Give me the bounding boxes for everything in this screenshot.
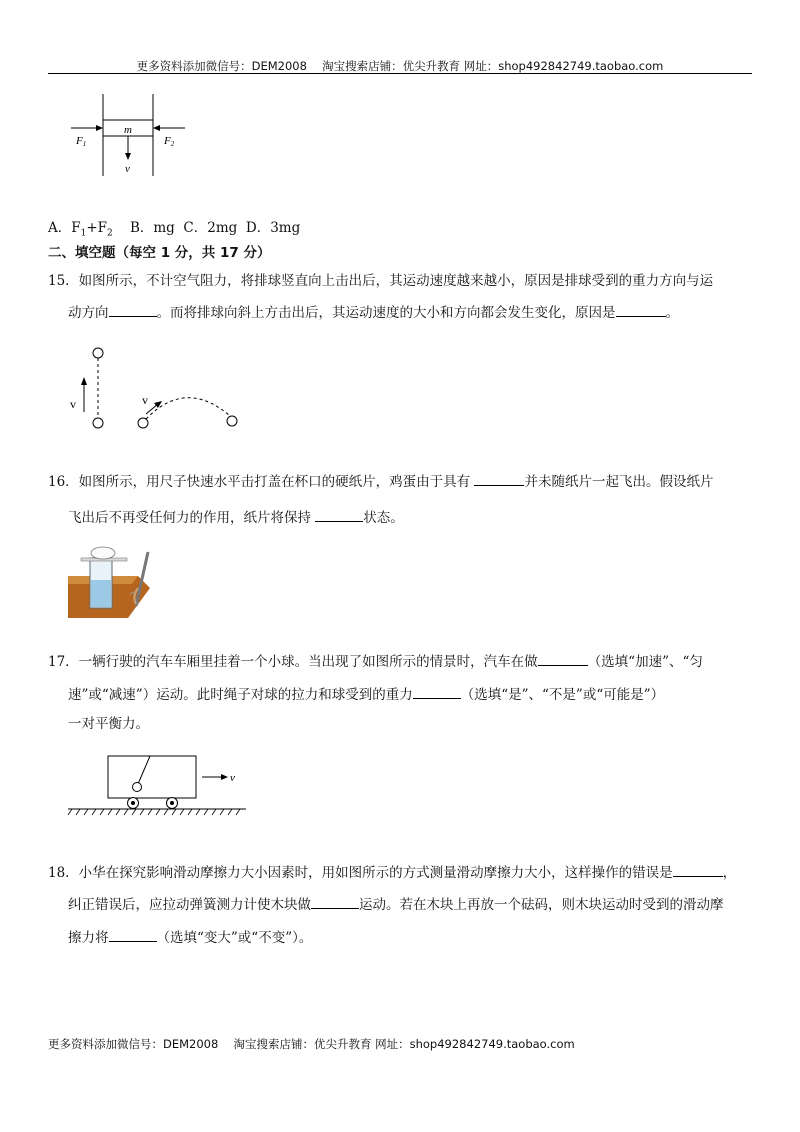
q18-text-b: ， xyxy=(722,865,737,881)
option-d: D．3mg xyxy=(245,220,301,236)
q15-v1-label: v xyxy=(70,397,76,411)
q15-blank-2[interactable] xyxy=(616,302,666,317)
q17-figure xyxy=(66,752,246,820)
q18-text-f: （选填“变大”或“不变”）。 xyxy=(156,930,313,946)
q15-line1: 15．如图所示，不计空气阻力，将排球竖直向上击出后，其运动速度越来越小，原因是排球受到的重力方向与运 xyxy=(48,273,714,289)
q15-blank-1[interactable] xyxy=(109,302,157,317)
velocity-label: v xyxy=(125,163,130,175)
q15-line2 xyxy=(68,302,679,322)
q15-text-a: 动方向 xyxy=(68,305,109,321)
svg-text:F1 xyxy=(75,135,86,148)
q17-v-label: v xyxy=(230,772,235,784)
q17-text-c: 速”或“减速”）运动。此时绳子对球的拉力和球受到的重力 xyxy=(68,687,413,703)
q17-text-d: （选填“是”、“不是”或“可能是”） xyxy=(460,687,665,703)
q16-text-d: 状态。 xyxy=(363,510,404,526)
q18-blank-2[interactable] xyxy=(311,894,359,909)
option-c: C．2mg xyxy=(183,220,238,236)
q14-options xyxy=(48,219,300,243)
q18-line1 xyxy=(48,862,736,882)
option-a-plus: +F xyxy=(86,220,108,236)
f2-label: F xyxy=(164,135,171,147)
q18-text-d: 运动。若在木块上再放一个砝码，则木块运动时受到的滑动摩 xyxy=(359,897,724,913)
q17-line1 xyxy=(48,651,703,671)
q16-text-a: 16．如图所示，用尺子快速水平击打盖在杯口的硬纸片，鸡蛋由于具有 xyxy=(48,474,475,490)
option-a: A．F xyxy=(48,220,81,236)
q16-blank-1[interactable] xyxy=(474,471,524,486)
svg-text:F2 xyxy=(163,135,175,148)
q14-figure xyxy=(68,92,192,178)
page-header: 更多资料添加微信号：DEM2008 淘宝搜索店铺：优尖升教育 网址：shop492842749.taobao.com xyxy=(136,59,664,73)
q15-v2-label: v xyxy=(142,393,148,407)
q18-text-c: 纠正错误后，应拉动弹簧测力计使木块做 xyxy=(68,897,311,913)
f2-sub: 2 xyxy=(170,140,175,148)
q17-blank-2[interactable] xyxy=(413,684,461,699)
option-b: B．mg xyxy=(129,220,175,236)
mass-label: m xyxy=(124,124,132,136)
section-title: 二、填空题（每空 1 分，共 17 分） xyxy=(48,245,271,261)
q18-blank-3[interactable] xyxy=(109,927,157,942)
q16-blank-2[interactable] xyxy=(315,507,363,522)
q16-text-c: 飞出后不再受任何力的作用，纸片将保持 xyxy=(68,510,316,526)
q15-text-c: 。 xyxy=(665,305,679,321)
page-footer: 更多资料添加微信号：DEM2008 淘宝搜索店铺：优尖升教育 网址：shop492842749.taobao.com xyxy=(48,1037,575,1051)
q18-line3 xyxy=(68,927,312,947)
f1-sub: 1 xyxy=(82,140,87,148)
header-divider xyxy=(48,73,752,74)
q17-line3: 一对平衡力。 xyxy=(68,716,149,732)
q18-text-a: 18．小华在探究影响滑动摩擦力大小因素时，用如图所示的方式测量滑动摩擦力大小，这样操作的错误是 xyxy=(48,865,673,881)
option-a-sub2: 2 xyxy=(107,228,113,239)
q18-text-e: 擦力将 xyxy=(68,930,109,946)
q17-blank-1[interactable] xyxy=(538,651,588,666)
q16-line2 xyxy=(68,507,404,527)
f1-label: F xyxy=(76,135,83,147)
q17-text-a: 17．一辆行驶的汽车车厢里挂着一个小球。当出现了如图所示的情景时，汽车在做 xyxy=(48,654,538,670)
q18-line2 xyxy=(68,894,724,914)
q15-figure xyxy=(62,342,242,434)
q16-text-b: 并未随纸片一起飞出。假设纸片 xyxy=(524,474,714,490)
q17-text-b: （选填“加速”、“匀 xyxy=(587,654,703,670)
q17-line2 xyxy=(68,684,664,704)
option-a-sub1: 1 xyxy=(80,228,87,239)
q16-line1 xyxy=(48,471,713,491)
q15-text-b: 。而将排球向斜上方击出后，其运动速度的大小和方向都会发生变化，原因是 xyxy=(156,305,616,321)
q18-blank-1[interactable] xyxy=(673,862,723,877)
q16-figure xyxy=(68,544,156,620)
